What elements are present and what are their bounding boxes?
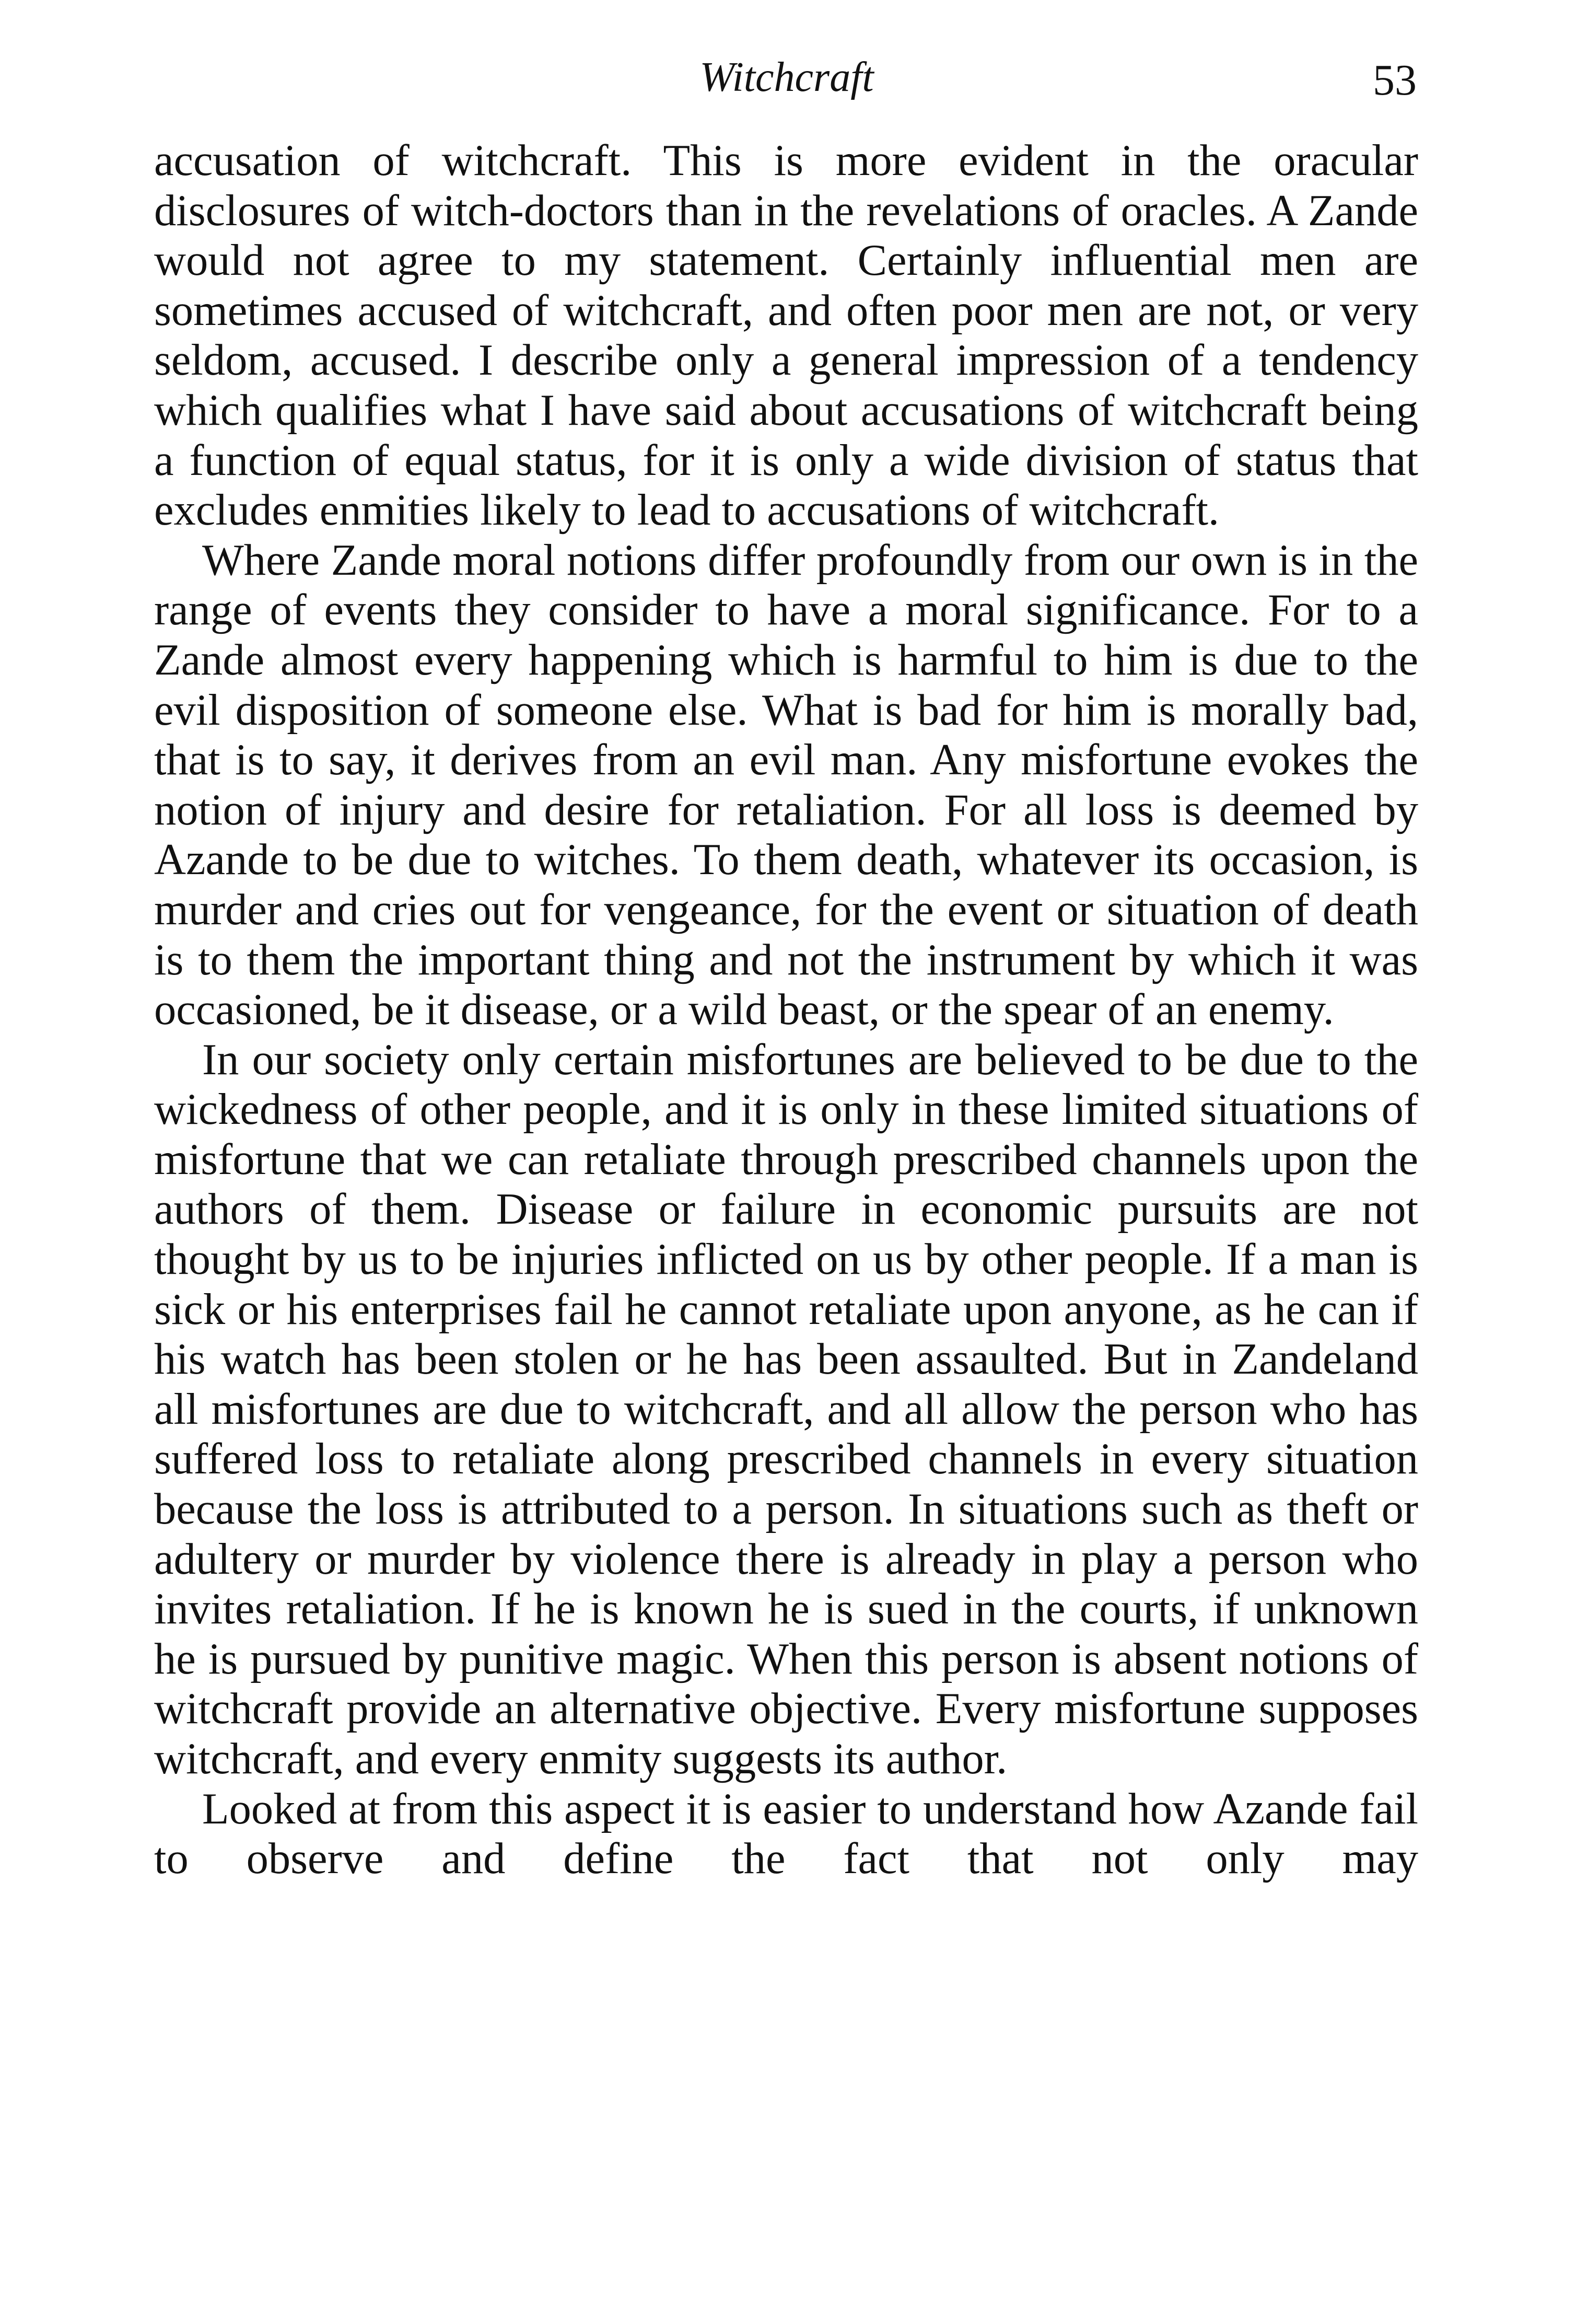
paragraph-3: In our society only certain misfortunes are believed to be due to the wickedness of other people, and it is only in these limited situations of misfortune that we can retaliate through prescribed channels upon the authors of them. Disease or failure in economic pursuits are not thought by us to be injuries inflicted on us by other people. If a man is sick or his enterprises fail he cannot retaliate upon anyone, as he can if his watch has been stolen or he has been assaulted. But in Zandeland all misfortunes are due to witchcraft, and all allow the person who has suffered loss to retaliate along prescribed channels in every situation because the loss is attributed to a person. In situations such as theft or adultery or murder by violence there is already in play a person who invites retaliation. If he is known he is sued in the courts, if unknown he is pursued by punitive magic. When this person is absent notions of witchcraft provide an alternative objective. Every misfortune supposes witchcraft, and every enmity suggests its author. [154,1035,1418,1783]
running-head [157,51,1417,109]
page-number: 53 [1373,56,1417,104]
paragraph-1: accusation of witchcraft. This is more evident in the oracular disclosures of witch-doctors than in the revelations of oracles. A Zande would not agree to my statement. Certainly influential men are sometimes accused of witchcraft, and often poor men are not, or very seldom, accused. I describe only a general impression of a tendency which qualifies what I have said about accusations of witchcraft being a function of equal status, for it is only a wide division of status that excludes enmities likely to lead to accusations of witchcraft. [154,136,1418,535]
paragraph-4: Looked at from this aspect it is easier to understand how Azande fail to observe and define the fact that not only may [154,1784,1418,1884]
running-title: Witchcraft [699,54,874,100]
body-text [154,136,1418,1884]
paragraph-2: Where Zande moral notions differ profoundly from our own is in the range of events they consider to have a moral significance. For to a Zande almost every happening which is harmful to him is due to the evil disposition of someone else. What is bad for him is morally bad, that is to say, it derives from an evil man. Any misfortune evokes the notion of injury and desire for retaliation. For all loss is deemed by Azande to be due to witches. To them death, whatever its occasion, is murder and cries out for vengeance, for the event or situation of death is to them the important thing and not the instrument by which it was occasioned, be it disease, or a wild beast, or the spear of an enemy. [154,536,1418,1035]
